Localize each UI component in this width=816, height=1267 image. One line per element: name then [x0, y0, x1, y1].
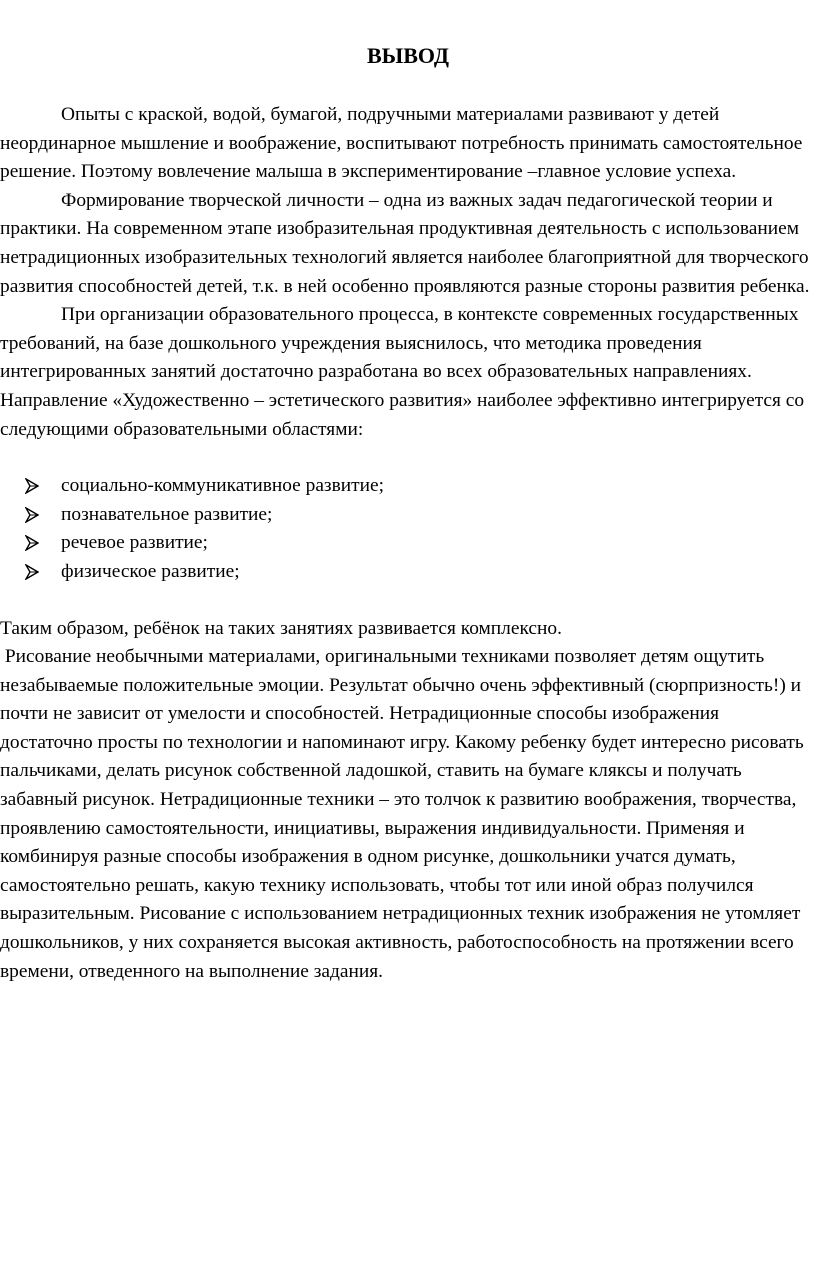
arrowhead-bullet-icon [22, 501, 42, 529]
document-body [0, 101, 814, 986]
list-item-label: познавательное развитие; [61, 503, 273, 525]
paragraph-creative-personality: Формирование творческой личности – одна из важных задач педагогической теории и практики. На современном этапе изобразительная продуктивная деятельность с использованием нетрадиционных изобразительных технологий является наиболее благоприятной для творческого развития способностей детей, т.к. в ней особенно проявляются разные стороны развития ребенка. [0, 189, 810, 297]
list-item-label: физическое развитие; [61, 560, 240, 582]
arrowhead-bullet-icon [22, 472, 42, 500]
page-title: ВЫВОД [366, 43, 450, 68]
paragraph-educational-process: При организации образовательного процесса, в контексте современных государственных требований, на базе дошкольного учреждения выяснилось, что методика проведения интегрированных занятий достаточно разработана во всех образовательных направлениях. Направление «Художественно – эстетического развития» наиболее эффективно интегрируется со следующими образовательными областями: [0, 304, 805, 440]
bullet-list [0, 472, 814, 586]
list-item [0, 501, 814, 530]
paragraph-conclusion-summary: Таким образом, ребёнок на таких занятиях развивается комплексно. [0, 617, 562, 639]
paragraph-conclusion-drawing: Рисование необычными материалами, оригинальными техниками позволяет детям ощутить незабываемые положительные эмоции. Результат обычно очень эффективный (сюрпризность!) и почти не зависит от умелости и способностей. Нетрадиционные способы изображения достаточно просты по технологии и напоминают игру. Какому ребенку будет интересно рисовать пальчиками, делать рисунок собственной ладошкой, ставить на бумаге кляксы и получать забавный рисунок. Нетрадиционные техники – это толчок к развитию воображения, творчества, проявлению самостоятельности, инициативы, выражения индивидуальности. Применяя и комбинируя разные способы изображения в одном рисунке, дошкольники учатся думать, самостоятельно решать, какую технику использовать, чтобы тот или иной образ получился выразительным. Рисование с использованием нетрадиционных техник изображения не утомляет дошкольников, у них сохраняется высокая активность, работоспособность на протяжении всего времени, отведенного на выполнение задания. [0, 646, 809, 982]
list-item [0, 472, 814, 501]
list-item [0, 529, 814, 558]
paragraph-experiments: Опыты с краской, водой, бумагой, подручными материалами развивают у детей неординарное мышление и воображение, воспитывают потребность принимать самостоятельное решение. Поэтому вовлечение малыша в экспериментирование –главное условие успеха. [0, 104, 803, 183]
list-item-label: социально-коммуникативное развитие; [61, 475, 384, 497]
list-item-label: речевое развитие; [61, 532, 208, 554]
arrowhead-bullet-icon [22, 558, 42, 586]
arrowhead-bullet-icon [22, 529, 42, 557]
list-item [0, 558, 814, 587]
